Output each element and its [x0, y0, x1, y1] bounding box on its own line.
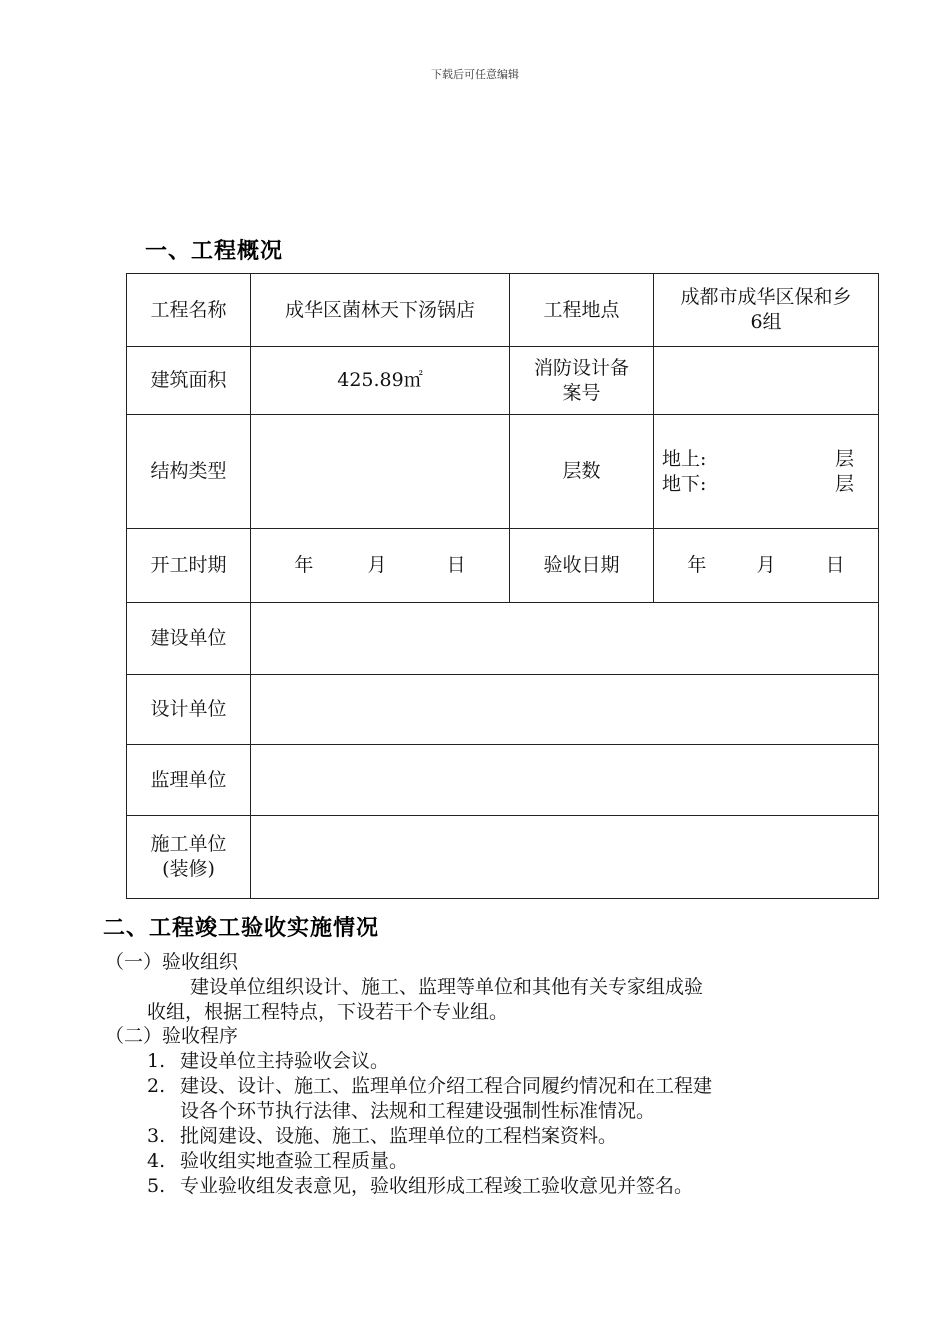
table-row: [127, 529, 879, 603]
builder-unit-label-line-1: 施工单位: [150, 833, 227, 855]
procedure-step-text: 专业验收组发表意见，验收组形成工程竣工验收意见并签名。: [180, 1175, 694, 1197]
procedure-step-number: 1.: [147, 1050, 166, 1072]
building-area-label: 建筑面积: [127, 347, 251, 415]
start-year: 年: [294, 554, 314, 576]
project-location-label: 工程地点: [510, 274, 654, 347]
accept-month: 月: [756, 554, 776, 576]
construction-unit-label: 建设单位: [127, 603, 251, 675]
section-title-acceptance: 二、工程竣工验收实施情况: [103, 916, 380, 941]
structure-type-label: 结构类型: [127, 415, 251, 529]
procedure-step-number: 2.: [147, 1075, 166, 1097]
procedure-step-number: 4.: [147, 1150, 166, 1172]
supervision-unit-value: [251, 745, 879, 816]
floors-above-row: [662, 447, 872, 472]
project-overview-table: [126, 273, 879, 899]
table-row: [127, 603, 879, 675]
acceptance-date-value: [654, 529, 879, 603]
floors-value: [654, 415, 879, 529]
procedure-step-text: 验收组实地查验工程质量。: [180, 1150, 409, 1172]
floors-above-unit: 层: [834, 447, 854, 470]
organization-text-line-2: 收组，根据工程特点，下设若干个专业组。: [147, 1001, 509, 1023]
procedure-step-number: 3.: [147, 1125, 166, 1147]
start-date-label: 开工时期: [127, 529, 251, 603]
structure-type-value: [251, 415, 510, 529]
floors-above-label: 地上:: [662, 447, 707, 470]
fire-record-label-line-1: 消防设计备: [533, 356, 629, 379]
builder-unit-label: [127, 816, 251, 899]
location-line-2: 6组: [750, 311, 782, 333]
procedure-step-number: 5.: [147, 1175, 166, 1197]
section-title-overview: 一、工程概况: [145, 239, 284, 264]
table-row: [127, 675, 879, 745]
floors-label: 层数: [510, 415, 654, 529]
builder-unit-value: [251, 816, 879, 899]
location-line-1: 成都市成华区保和乡: [680, 286, 852, 308]
project-location-value: [654, 274, 879, 347]
floors-below-label: 地下:: [662, 472, 707, 495]
procedure-step-text: 建设、设计、施工、监理单位介绍工程合同履约情况和在工程建: [180, 1075, 713, 1097]
design-unit-value: [251, 675, 879, 745]
supervision-unit-label: 监理单位: [127, 745, 251, 816]
procedure-step-text-continued: 设各个环节执行法律、法规和工程建设强制性标准情况。: [180, 1100, 656, 1122]
acceptance-date-label: 验收日期: [510, 529, 654, 603]
organization-text-line-1: 建设单位组织设计、施工、监理等单位和其他有关专家组成验: [190, 976, 704, 998]
project-name-value: 成华区菌林天下汤锅店: [251, 274, 510, 347]
building-area-value: 425.89㎡: [251, 347, 510, 415]
procedure-step-text: 建设单位主持验收会议。: [180, 1050, 390, 1072]
table-row: [127, 347, 879, 415]
accept-day: 日: [825, 554, 845, 576]
start-date-value: [251, 529, 510, 603]
accept-year: 年: [687, 554, 707, 576]
subsection-title-procedure: （二）验收程序: [105, 1025, 239, 1047]
subsection-title-organization: （一）验收组织: [105, 951, 239, 973]
fire-record-label-line-2: 案号: [562, 381, 601, 404]
design-unit-label: 设计单位: [127, 675, 251, 745]
fire-record-value: [654, 347, 879, 415]
table-row: [127, 274, 879, 347]
table-row: [127, 415, 879, 529]
table-row: [127, 816, 879, 899]
start-day: 日: [446, 554, 466, 576]
project-name-label: 工程名称: [127, 274, 251, 347]
builder-unit-label-line-2: (装修): [162, 858, 215, 880]
fire-record-label: [510, 347, 654, 415]
table-row: [127, 745, 879, 816]
construction-unit-value: [251, 603, 879, 675]
watermark-header: 下载后可任意编辑: [431, 68, 519, 81]
start-month: 月: [367, 554, 387, 576]
floors-below-unit: 层: [834, 472, 854, 495]
floors-below-row: [662, 472, 872, 497]
procedure-step-text: 批阅建设、设施、施工、监理单位的工程档案资料。: [180, 1125, 618, 1147]
